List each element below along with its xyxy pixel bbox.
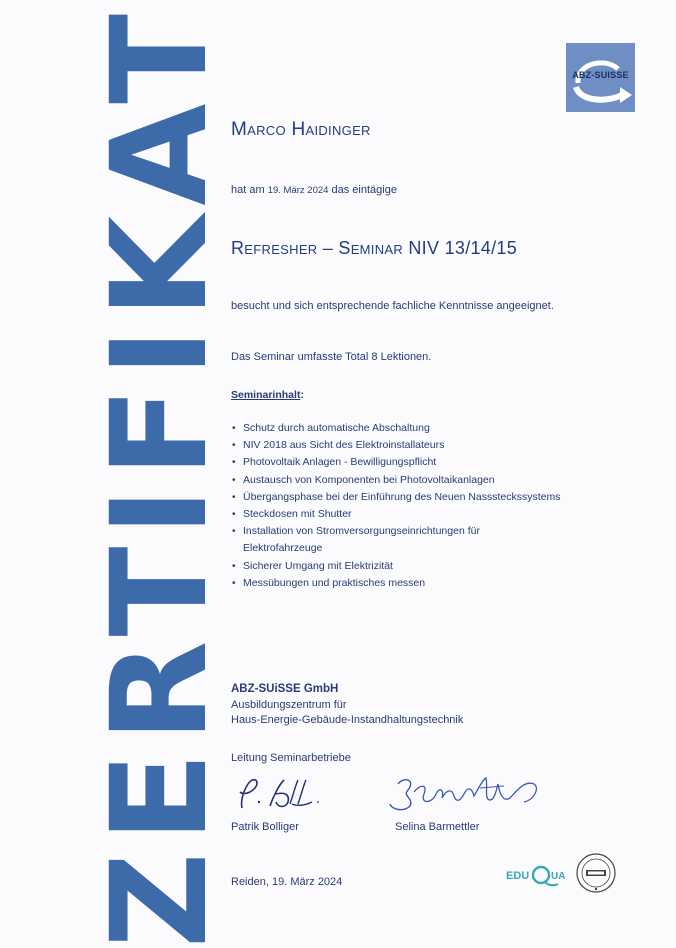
list-item: • Installation von Stromversorgungseinrichtungen für Elektrofahrzeuge: [232, 523, 562, 557]
signer-name: Selina Barmettler: [395, 821, 480, 833]
leadership-label: Leitung Seminarbetriebe: [231, 752, 351, 764]
duration-text: Das Seminar umfasste Total 8 Lektionen.: [231, 351, 432, 363]
svg-text:EDU: EDU: [506, 870, 530, 882]
organization-name: ABZ-SUiSSE GmbH: [231, 683, 339, 695]
signature-bolliger: [232, 772, 332, 819]
abz-suisse-logo: [566, 43, 635, 112]
organization-block: [231, 682, 463, 729]
organization-line1: Ausbildungszentrum für: [231, 698, 347, 711]
svg-text:UA: UA: [551, 871, 566, 882]
content-heading-colon: :: [300, 389, 304, 401]
eduqua-logo-icon: [506, 864, 570, 888]
certification-seal-icon: [575, 852, 617, 894]
intro-date: 19. März 2024: [267, 185, 329, 196]
content-heading-label: Seminarinhalt: [231, 389, 301, 401]
list-item: • Photovoltaik Anlagen - Bewilligungspflicht: [232, 454, 562, 471]
list-item: • NIV 2018 aus Sicht des Elektroinstallateurs: [232, 437, 562, 454]
list-item: • Austausch von Komponenten bei Photovoltaikanlagen: [232, 472, 562, 489]
signature-barmettler: [384, 770, 544, 821]
content-list: [232, 420, 562, 592]
participant-name: Marco Haidinger: [231, 119, 371, 140]
list-item: • Sicherer Umgang mit Elektrizität: [232, 558, 562, 575]
completion-text: besucht und sich entsprechende fachliche Kenntnisse angeeignet.: [231, 300, 554, 312]
intro-suffix: das eintägige: [331, 184, 397, 196]
content-heading: [231, 389, 304, 401]
organization-line2: Haus-Energie-Gebäude-Instandhaltungstechnik: [231, 714, 464, 726]
list-item: • Übergangsphase bei der Einführung des Neuen Nasssteckssystems: [232, 489, 562, 506]
vertical-title: ZERTIFIKAT: [83, 3, 237, 948]
intro-prefix: hat am: [231, 184, 265, 196]
list-item: • Schutz durch automatische Abschaltung: [232, 420, 562, 437]
seminar-title: Refresher – Seminar NIV 13/14/15: [231, 238, 518, 258]
signer-name: Patrik Bolliger: [231, 821, 299, 833]
list-item: • Messübungen und praktisches messen: [232, 575, 562, 592]
place-date: Reiden, 19. März 2024: [231, 876, 343, 888]
intro-line: [231, 184, 397, 196]
list-item: • Steckdosen mit Shutter: [232, 506, 562, 523]
eduqua-logo: [506, 864, 570, 888]
logo-text: ABZ-SUISSE: [572, 70, 629, 80]
